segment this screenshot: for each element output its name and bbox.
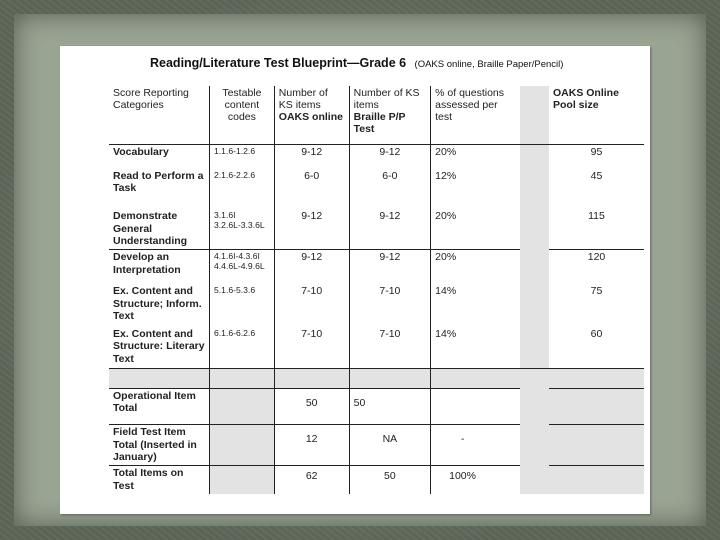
row-code: 4.1.6I-4.3.6I: [214, 251, 260, 262]
separator-cell: [520, 369, 549, 388]
blueprint-table: [109, 86, 644, 494]
header-braille-label: Number of KS items: [353, 87, 420, 112]
header-category-label: Score Reporting Categories: [113, 87, 189, 112]
total-category: Total Items on Test: [109, 466, 210, 494]
row-codes: 5.1.6-5.3.6: [210, 284, 275, 326]
row-percent: 20%: [431, 145, 520, 169]
separator-cell: [274, 369, 349, 388]
shaded-cell: [210, 388, 275, 424]
shaded-cell: [549, 388, 644, 424]
row-pool: 115: [588, 210, 605, 223]
header-braille: [349, 86, 431, 145]
shaded-cell: [549, 466, 644, 494]
row-pool: 95: [549, 145, 644, 169]
row-pool: 120: [549, 250, 644, 284]
header-pool: [549, 86, 644, 145]
separator-cell: [431, 369, 520, 388]
row-braille: 9-12: [349, 209, 431, 250]
header-codes-label: Testable content codes: [222, 87, 262, 124]
total-row: [109, 424, 644, 465]
total-row: [109, 466, 644, 494]
header-online: [274, 86, 349, 145]
total-category: Field Test Item Total (Inserted in January): [109, 424, 210, 465]
row-percent: 14%: [431, 327, 520, 369]
shaded-column: [520, 86, 549, 145]
shaded-column: [520, 145, 549, 169]
separator-cell: [210, 369, 275, 388]
row-online: 7-10: [274, 327, 349, 369]
row-online: 9-12: [274, 209, 349, 250]
shaded-cell: [210, 424, 275, 465]
header-codes: [210, 86, 275, 145]
row-percent: 20%: [431, 209, 520, 250]
row-codes: [210, 209, 275, 250]
row-braille: 7-10: [349, 284, 431, 326]
row-percent: 14%: [431, 284, 520, 326]
header-braille-bold: Braille P/P Test: [353, 111, 406, 136]
total-category: Operational Item Total: [109, 388, 210, 424]
row-online: 9-12: [274, 145, 349, 169]
table-row: [109, 250, 644, 284]
row-pool: 60: [590, 327, 603, 340]
shaded-column: [520, 284, 549, 326]
shaded-column: [520, 209, 549, 250]
header-percent: [431, 86, 520, 145]
table-row: [109, 169, 644, 209]
total-percent: [431, 388, 520, 424]
table-row: [109, 284, 644, 326]
row-pool: 75: [590, 285, 603, 298]
separator-cell: [349, 369, 431, 388]
total-braille: 50: [349, 466, 431, 494]
separator-cell: [109, 369, 210, 388]
row-braille: 7-10: [349, 327, 431, 369]
header-online-label: Number of KS items: [278, 87, 328, 112]
row-category: Vocabulary: [109, 145, 210, 169]
row-code: 4.4.6L-4.9.6L: [214, 261, 265, 272]
total-braille: NA: [349, 424, 431, 465]
row-category: Read to Perform a Task: [113, 169, 204, 195]
row-braille: 9-12: [349, 250, 431, 284]
shaded-column: [520, 466, 549, 494]
shaded-column: [520, 388, 549, 424]
row-pool: 45: [590, 169, 603, 182]
row-category: Ex. Content and Structure: Literary Text: [113, 327, 205, 365]
total-braille: 50: [349, 388, 431, 424]
shaded-cell: [210, 466, 275, 494]
row-braille: 9-12: [349, 145, 431, 169]
row-percent: 12%: [431, 169, 520, 209]
row-online: 7-10: [274, 284, 349, 326]
row-codes: [210, 250, 275, 284]
shaded-column: [520, 250, 549, 284]
document-page: [60, 46, 650, 514]
shaded-column: [520, 424, 549, 465]
row-category: Develop an Interpretation: [109, 250, 210, 284]
table-row: [109, 209, 644, 250]
separator-cell: [549, 369, 644, 388]
total-percent: -: [431, 424, 520, 465]
total-percent: 100%: [431, 466, 520, 494]
shaded-cell: [549, 424, 644, 465]
separator-row: [109, 369, 644, 388]
page-subtitle: (OAKS online, Braille Paper/Pencil): [414, 59, 564, 70]
total-online: 62: [274, 466, 349, 494]
row-codes: [210, 145, 275, 169]
header-percent-label: % of questions assessed per test: [435, 87, 505, 124]
shaded-column: [520, 169, 549, 209]
table-row: [109, 145, 644, 169]
row-percent: 20%: [431, 250, 520, 284]
row-code: 3.1.6I: [214, 210, 236, 221]
row-category: Ex. Content and Structure; Inform. Text: [113, 285, 202, 323]
header-row: [109, 86, 644, 145]
row-category: Demonstrate General Understanding: [113, 210, 188, 248]
total-row: [109, 388, 644, 424]
row-code: 1.1.6-1.2.6: [214, 146, 256, 157]
row-braille: 6-0: [349, 169, 431, 209]
row-online: 9-12: [274, 250, 349, 284]
header-online-bold: OAKS online: [278, 111, 343, 124]
header-pool-label: OAKS Online Pool size: [553, 87, 619, 112]
total-online: 12: [274, 424, 349, 465]
row-online: 6-0: [274, 169, 349, 209]
row-codes: 6.1.6-6.2.6: [210, 327, 275, 369]
row-codes: [210, 169, 275, 209]
shaded-column: [520, 327, 549, 369]
page-heading: [150, 54, 645, 72]
row-code: 3.2.6L-3.3.6L: [214, 220, 265, 231]
header-category: [109, 86, 210, 145]
total-online: 50: [274, 388, 349, 424]
table-row: [109, 327, 644, 369]
page-title: Reading/Literature Test Blueprint—Grade 6: [150, 56, 407, 70]
row-code: 2.1.6-2.2.6: [214, 169, 256, 180]
